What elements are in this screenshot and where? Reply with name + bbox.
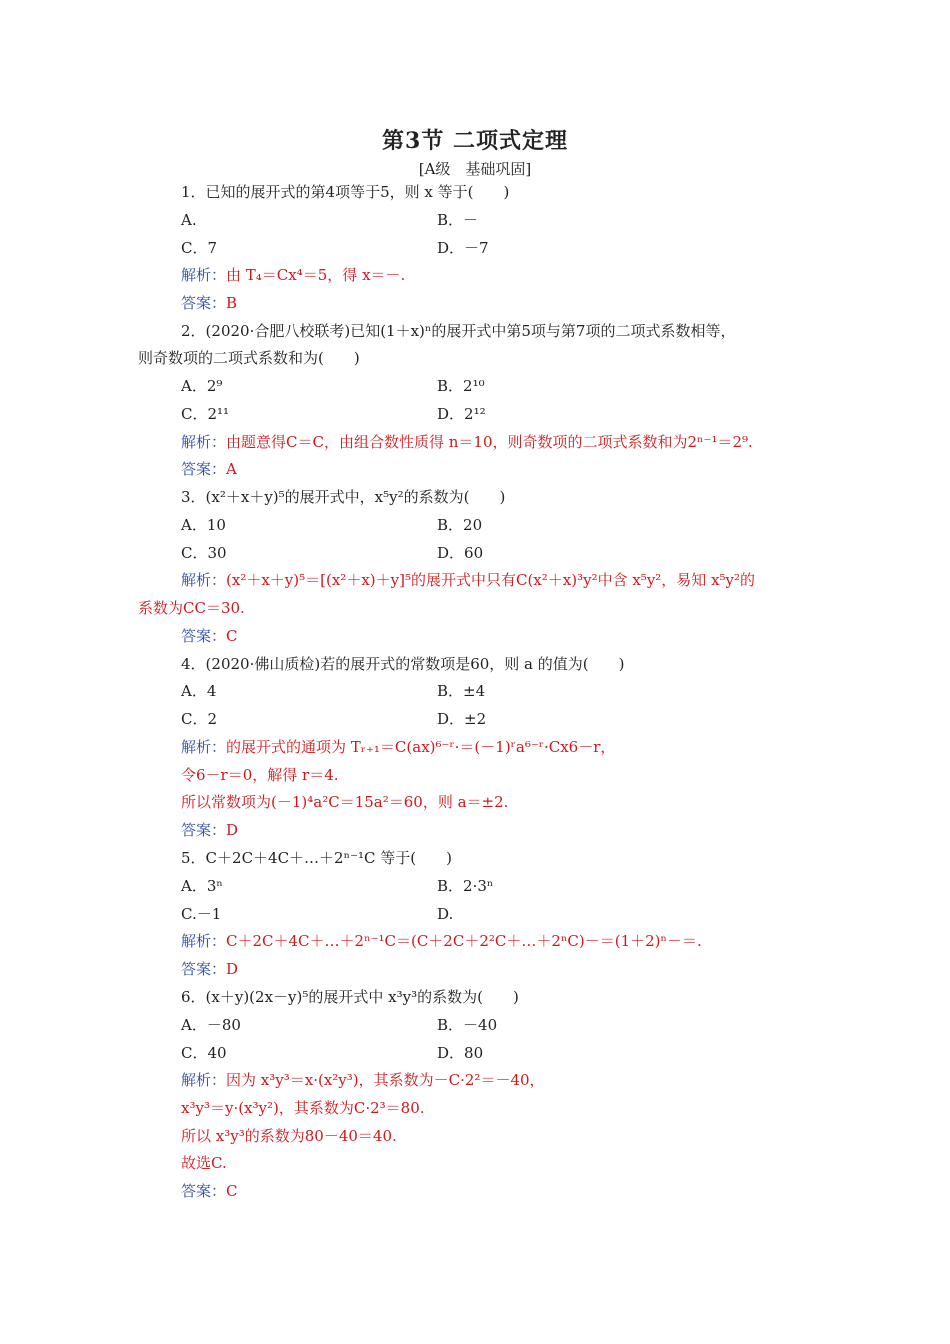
q3-option-c: C．30 (181, 544, 227, 562)
q6-solution-line1 (181, 1071, 545, 1089)
question-2-stem-line1: 2．(2020·合肥八校联考)已知(1＋x)ⁿ的展开式中第5项与第7项的二项式系数相等， (181, 322, 736, 340)
q4-option-c: C．2 (181, 710, 218, 728)
q5-option-c: C.－1 (181, 905, 222, 923)
solution-text: 由题意得C＝C，由组合数性质得 n＝10，则奇数项的二项式系数和为2ⁿ⁻¹＝2⁹. (226, 433, 753, 451)
q1-answer (181, 294, 237, 312)
answer-label: 答案： (181, 1182, 227, 1200)
q3-option-a: A．10 (181, 516, 226, 534)
q6-solution-line4: 故选C. (181, 1154, 227, 1172)
question-6-stem: 6．(x＋y)(2x－y)⁵的展开式中 x³y³的系数为( ) (181, 988, 519, 1006)
q4-option-d: D．±2 (437, 710, 487, 728)
q3-answer (181, 627, 238, 645)
solution-label: 解析： (181, 1071, 227, 1089)
q5-option-b: B．2·3ⁿ (437, 877, 494, 895)
answer-value: B (226, 294, 238, 312)
answer-value: C (226, 627, 238, 645)
q6-option-c: C．40 (181, 1044, 227, 1062)
answer-value: D (226, 960, 239, 978)
q4-option-a: A．4 (181, 682, 217, 700)
q6-option-d: D．80 (437, 1044, 484, 1062)
q1-solution (181, 266, 405, 284)
q2-option-a: A．2⁹ (181, 377, 223, 395)
solution-label: 解析： (181, 932, 227, 950)
solution-text: (x²＋x＋y)⁵＝[(x²＋x)＋y]⁵的展开式中只有C(x²＋x)³y²中含 x⁵y²，易知 x⁵y²的 (226, 571, 756, 589)
q5-option-a: A．3ⁿ (181, 877, 223, 895)
q4-solution-line2: 令6－r＝0，解得 r＝4. (181, 766, 339, 784)
q4-answer (181, 821, 238, 839)
answer-value: D (226, 821, 239, 839)
q1-option-a: A. (181, 211, 197, 229)
q4-option-b: B．±4 (437, 682, 486, 700)
solution-label: 解析： (181, 433, 227, 451)
question-5-stem: 5．C＋2C＋4C＋…＋2ⁿ⁻¹C 等于( ) (181, 849, 452, 867)
q6-answer (181, 1182, 238, 1200)
q4-solution-line3: 所以常数项为(－1)⁴a²C＝15a²＝60，则 a＝±2. (181, 793, 509, 811)
answer-label: 答案： (181, 294, 227, 312)
q2-option-d: D．2¹² (437, 405, 486, 423)
answer-value: A (226, 460, 237, 478)
q1-option-d: D．－7 (437, 239, 489, 257)
q1-option-b: B．－ (437, 211, 479, 229)
answer-label: 答案： (181, 627, 227, 645)
answer-label: 答案： (181, 960, 227, 978)
q6-option-b: B．－40 (437, 1016, 498, 1034)
q5-option-d: D. (437, 905, 454, 923)
q3-solution-line1 (181, 571, 755, 589)
solution-text: 的展开式的通项为 Tᵣ₊₁＝C(ax)⁶⁻ʳ·＝(－1)ʳa⁶⁻ʳ·Cx6－r， (226, 738, 616, 756)
q2-answer (181, 460, 237, 478)
q3-solution-line2: 系数为CC＝30. (138, 599, 245, 617)
q5-answer (181, 960, 238, 978)
q2-option-c: C．2¹¹ (181, 405, 230, 423)
q6-option-a: A．－80 (181, 1016, 241, 1034)
question-3-stem: 3．(x²＋x＋y)⁵的展开式中，x⁵y²的系数为( ) (181, 488, 506, 506)
section-level: [A级 基础巩固] (418, 160, 532, 178)
answer-label: 答案： (181, 821, 227, 839)
solution-label: 解析： (181, 738, 227, 756)
q2-solution (181, 433, 753, 451)
answer-label: 答案： (181, 460, 227, 478)
solution-text: 因为 x³y³＝x·(x²y³)，其系数为－C·2²＝－40， (226, 1071, 545, 1089)
q6-solution-line2: x³y³＝y·(x³y²)，其系数为C·2³＝80. (181, 1099, 425, 1117)
q6-solution-line3: 所以 x³y³的系数为80－40＝40. (181, 1127, 397, 1145)
solution-text: 由 T₄＝Cx⁴＝5，得 x＝－. (226, 266, 406, 284)
q2-option-b: B．2¹⁰ (437, 377, 485, 395)
answer-value: C (226, 1182, 238, 1200)
q3-option-b: B．20 (437, 516, 483, 534)
solution-label: 解析： (181, 266, 227, 284)
question-2-stem-line2: 则奇数项的二项式系数和为( ) (138, 349, 360, 367)
question-1-stem: 1．已知的展开式的第4项等于5，则 x 等于( ) (181, 183, 510, 201)
q4-solution-line1 (181, 738, 615, 756)
solution-text: C＋2C＋4C＋…＋2ⁿ⁻¹C＝(C＋2C＋2²C＋…＋2ⁿC)－＝(1＋2)ⁿ－＝. (226, 932, 702, 950)
q3-option-d: D．60 (437, 544, 484, 562)
q1-option-c: C．7 (181, 239, 218, 257)
solution-label: 解析： (181, 571, 227, 589)
page-title: 第3节 二项式定理 (382, 128, 568, 154)
q5-solution (181, 932, 702, 950)
question-4-stem: 4．(2020·佛山质检)若的展开式的常数项是60，则 a 的值为( ) (181, 655, 625, 673)
